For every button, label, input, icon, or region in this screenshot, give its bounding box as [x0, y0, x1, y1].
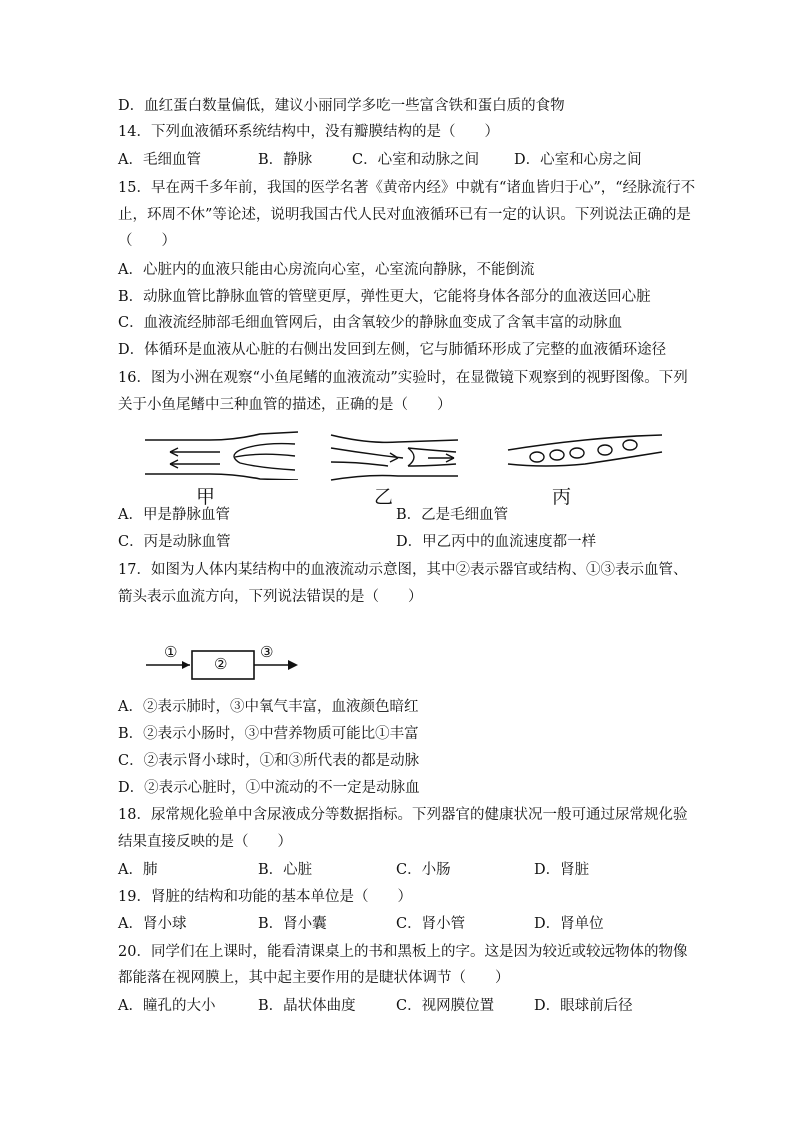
q14-stem: 14．下列血液循环系统结构中，没有瓣膜结构的是（ ）	[118, 124, 499, 140]
q20-option-d: D．眼球前后径	[534, 998, 633, 1014]
q17-option-c: C．②表示肾小球时，①和③所代表的都是动脉	[118, 753, 420, 769]
diagram-label-1: ①	[164, 643, 178, 661]
q20-option-c: C．视网膜位置	[396, 998, 495, 1014]
q16-option-d: D．甲乙丙中的血流速度都一样	[396, 534, 597, 550]
q19-stem: 19．肾脏的结构和功能的基本单位是（ ）	[118, 889, 412, 905]
figure-label-yi: 乙	[374, 486, 394, 508]
vessel-figure-jia	[140, 430, 300, 480]
q15-stem-line1: 15．早在两千多年前，我国的医学名著《黄帝内经》中就有“诸血皆归于心”，“经脉流行不	[118, 180, 696, 196]
q18-option-a: A．肺	[118, 862, 158, 878]
q16-stem-line2: 关于小鱼尾鳍中三种血管的描述，正确的是（ ）	[118, 397, 452, 413]
q16-option-b: B．乙是毛细血管	[396, 507, 509, 523]
q16-option-c: C．丙是动脉血管	[118, 534, 231, 550]
q20-option-b: B．晶状体曲度	[258, 998, 356, 1014]
q16-stem-line1: 16．图为小洲在观察“小鱼尾鳍的血液流动”实验时，在显微镜下观察到的视野图像。下列	[118, 370, 688, 386]
q14-option-c: C．心室和动脉之间	[352, 152, 480, 168]
q18-option-c: C．小肠	[396, 862, 451, 878]
q14-option-d: D．心室和心房之间	[514, 152, 642, 168]
q17-stem-line2: 箭头表示血流方向，下列说法错误的是（ ）	[118, 589, 423, 605]
q17-option-b: B．②表示小肠时，③中营养物质可能比①丰富	[118, 726, 419, 742]
q14-option-b: B．静脉	[258, 152, 313, 168]
q19-option-b: B．肾小囊	[258, 916, 327, 932]
q15-stem-line3: （ ）	[118, 233, 176, 249]
q18-stem-line1: 18．尿常规化验单中含尿液成分等数据指标。下列器官的健康状况一般可通过尿常规化验	[118, 807, 688, 823]
vessel-figure-bing	[505, 432, 665, 472]
q17-stem-line1: 17．如图为人体内某结构中的血液流动示意图，其中②表示器官或结构、①③表示血管、	[118, 562, 688, 578]
q17-option-a: A．②表示肺时，③中氧气丰富，血液颜色暗红	[118, 699, 419, 715]
q16-option-a: A．甲是静脉血管	[118, 507, 230, 523]
figure-label-jia: 甲	[196, 486, 216, 508]
q19-option-d: D．肾单位	[534, 916, 604, 932]
q15-option-d: D．体循环是血液从心脏的右侧出发回到左侧，它与肺循环形成了完整的血液循环途径	[118, 342, 667, 358]
figure-label-bing: 丙	[552, 486, 572, 508]
vessel-figure-yi	[328, 432, 463, 482]
q13-option-d: D．血红蛋白数量偏低，建议小丽同学多吃一些富含铁和蛋白质的食物	[118, 98, 565, 114]
q20-stem-line1: 20．同学们在上课时，能看清课桌上的书和黑板上的字。这是因为较近或较远物体的物像	[118, 944, 688, 960]
diagram-label-3: ③	[260, 643, 274, 661]
q18-option-d: D．肾脏	[534, 862, 590, 878]
q15-option-a: A．心脏内的血液只能由心房流向心室，心室流向静脉，不能倒流	[118, 262, 535, 278]
q19-option-c: C．肾小管	[396, 916, 466, 932]
q17-option-d: D．②表示心脏时，①中流动的不一定是动脉血	[118, 780, 420, 796]
q20-stem-line2: 都能落在视网膜上，其中起主要作用的是睫状体调节（ ）	[118, 970, 510, 986]
q15-option-b: B．动脉血管比静脉血管的管壁更厚，弹性更大，它能将身体各部分的血液送回心脏	[118, 289, 651, 305]
q15-option-c: C．血液流经肺部毛细血管网后，由含氧较少的静脉血变成了含氧丰富的动脉血	[118, 315, 623, 331]
q18-stem-line2: 结果直接反映的是（ ）	[118, 834, 292, 850]
q14-option-a: A．毛细血管	[118, 152, 201, 168]
q15-stem-line2: 止，环周不休”等论述，说明我国古代人民对血液循环已有一定的认识。下列说法正确的是	[118, 207, 691, 223]
diagram-label-2: ②	[214, 655, 228, 673]
q20-option-a: A．瞳孔的大小	[118, 998, 216, 1014]
q19-option-a: A．肾小球	[118, 916, 187, 932]
q18-option-b: B．心脏	[258, 862, 313, 878]
